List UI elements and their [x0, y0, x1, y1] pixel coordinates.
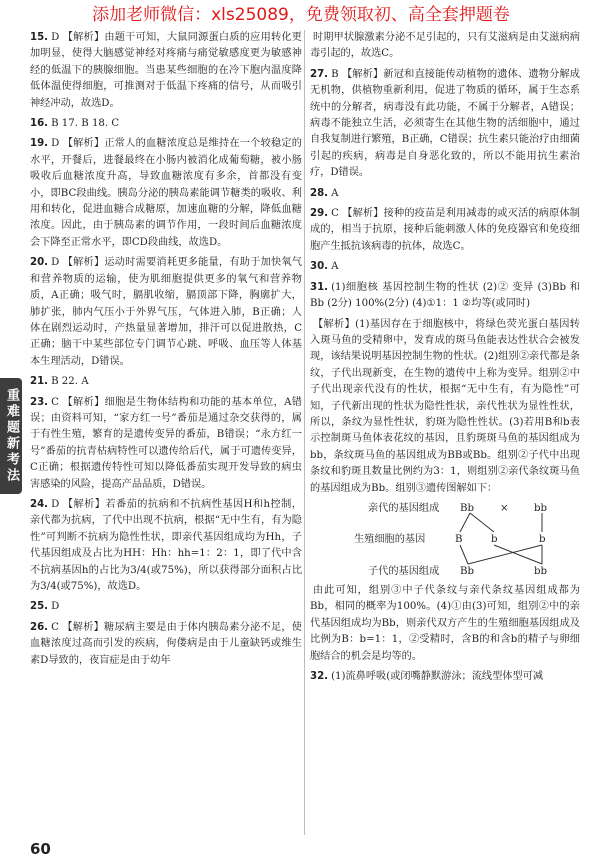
row-label-gametes: 生殖细胞的基因: [354, 533, 426, 545]
answer-entry-24: [30, 497, 302, 595]
entry-text: C 【解析】糖尿病主要是由于体内胰岛素分泌不足，使血糖浓度过高而引发的疾病，佝偻病是由于儿童缺钙或维生素D导致的，夜盲症是由于幼年: [30, 621, 302, 666]
answer-entry-31-conclusion: [310, 583, 580, 665]
entry-text: B 17. B 18. C: [51, 118, 120, 130]
answer-entry-21: [30, 374, 302, 390]
entry-text: 由此可知，组别③中子代条纹与亲代条纹基因组成都为Bb，相同的概率为100%。(4)①由(3)可知，组别②中的亲代基因组成均为Bb，则亲代双方产生的生殖细胞基因组成及比例为B：b=1：1，②受精时，含B的和含b的精子与卵细胞结合的机会是均等的。: [310, 584, 580, 662]
answer-entry-31: [310, 280, 580, 313]
answer-entry-19: [30, 136, 302, 251]
page-number: 60: [30, 840, 51, 858]
gamete-b-lower-1: b: [491, 533, 498, 545]
entry-number: 19.: [30, 138, 49, 150]
entry-number: 30.: [310, 261, 329, 273]
entry-text: 时期甲状腺激素分泌不足引起的，只有艾滋病是由艾滋病病毒引起的，故选C。: [310, 32, 580, 60]
offspring2-genotype: bb: [534, 565, 548, 577]
entry-number: 15.: [30, 32, 49, 43]
answer-entry-23: [30, 395, 302, 493]
answer-entry-16: [30, 116, 302, 132]
entry-number: 24.: [30, 498, 49, 510]
entry-number: 25.: [30, 601, 49, 613]
offspring1-genotype: Bb: [460, 565, 475, 577]
right-column: [310, 30, 580, 689]
entry-text: D 【解析】运动时需要消耗更多能量，有助于加快氧气和营养物质的运输，使为肌细胞提供更多的氧气和营养物质，A正确；吸气时，膈肌收缩，膈顶部下降，胸廓扩大，肺扩张，肺内气压小于外界气压，气体进入肺，B正确；人体在剧烈运动时，产热量显著增加，排汗可以促进散热，C正确；脑干中某些部位专门调节心跳、呼吸、血压等人体基本生理活动，D错误。: [30, 257, 302, 367]
entry-number: 26.: [30, 621, 49, 633]
entry-text: (1)细胞核 基因控制生物的性状 (2)② 变异 (3)Bb 和 Bb (2分) 100%(2分) (4)①1：1 ②均等(或同时): [310, 281, 580, 310]
answer-entry-15: [30, 30, 302, 112]
left-column: [30, 30, 302, 673]
column-divider: [304, 30, 305, 835]
entry-number: 21.: [30, 376, 49, 388]
entry-number: 23.: [30, 396, 49, 408]
entry-text: C 【解析】细胞是生物体结构和功能的基本单位，A错误；由资料可知，“家方红一号”番茄是通过杂交获得的，属于有性生殖，繁育的是遗传变异的番茄，B错误；“永方红一号”番茄的抗青枯病特性可以遗传给后代，属于可遗传变异，C正确；根据遗传特性可知以降低番茄实现开发导致的病虫害感染的风险，提高产品品质，D错误。: [30, 396, 302, 490]
answer-entry-32: [310, 669, 580, 685]
parent1-genotype: Bb: [460, 502, 475, 514]
entry-text: D 【解析】若番茄的抗病和不抗病性基因H和h控制，亲代都为抗病，了代中出现不抗病，根据“无中生有，有为隐性”可判断不抗病为隐性性状，即亲代基因组成均为Hh，子代基因组成及占比为HH：Hh：hh=1：2：1，即了代中含不抗病基因h的占比为3/4(或75%)，所以获得部分面积占比为3/4(或75%)，故选D。: [30, 498, 302, 592]
answer-entry-28: [310, 186, 580, 202]
promo-banner: 添加老师微信：xls25089，免费领取初、高全套押题卷: [92, 5, 510, 25]
entry-number: 28.: [310, 187, 329, 199]
entry-text: A: [331, 187, 339, 199]
entry-number: 20.: [30, 257, 49, 269]
entry-text: B 【解析】新冠和直接能传动植物的遗体、遗物分解成无机物，供植物重新利用，促进了物质的循环，属于生态系统中的分解者，病毒没有此功能，不属于分解者，A错误；病毒不能独立生活，必须寄生在其他生物的活细胞中，通过自我复制进行繁殖，B正确，C错误；抗生素只能治疗由细菌引起的疾病，病毒是自身恶化致的，所以不能用抗生素治疗，D错误。: [310, 68, 580, 179]
entry-text: D 【解析】正常人的血糖浓度总是维持在一个较稳定的水平，开餐后，进餐最终在小肠内被消化成葡萄糖，被小肠吸收后血糖浓度升高，导致血糖浓度有多余，首都没有变小，即BC段曲线。胰岛分泌的胰岛素能调节糖类的吸收、利用和转化，促进血糖合成糖原，加速血糖的分解，降低血糖浓度。因此，由于胰岛素的调节作用，一段时间后血糖浓度会下降至正常水平，即CD段曲线，故选D。: [30, 138, 302, 248]
entry-text: D 【解析】由题干可知，大鼠同源蛋白质的应用转化更加明显，使得大脑感觉神经对疼痛与痛觉敏感度更为敏感神经的低温下的胰腺细胞。当患某些细胞的在冷下胞内温度降低体温使得细胞，可推测对于低温下疼痛的信号，从而吸引神经冲动，故选D。: [30, 32, 302, 109]
section-side-tab: 重难题新考法: [0, 378, 22, 494]
entry-text: C 【解析】接种的疫苗是利用减毒的或灭活的病原体制成的，相当于抗原，接种后能刺激人体的免疫器官和免疫细胞产生抵抗该病毒的抗体，故选C。: [310, 208, 580, 252]
entry-text: (1)流鼻呼吸(或闭嘴静默游泳；流线型体型可减: [331, 671, 544, 682]
entry-number: 32.: [310, 671, 329, 682]
entry-number: 27.: [310, 68, 329, 80]
row-label-parents: 亲代的基因组成: [368, 502, 440, 514]
entry-text: B 22. A: [51, 376, 89, 388]
cross-symbol: ×: [500, 502, 509, 514]
answer-entry-25: [30, 599, 302, 615]
entry-text: A: [331, 261, 339, 273]
gamete-b-lower-2: b: [539, 533, 546, 545]
genetic-cross-diagram: [310, 501, 580, 579]
entry-text: 【解析】(1)基因存在于细胞核中，将绿色荧光蛋白基因转入斑马鱼的受精卵中，发育成的斑马鱼能表达性状合会被发现，该结果说明基因控制生物的性状。(2)组别②亲代都是条纹，子代出现新变，在生物的遗传中上称为变异。组别②中子代出现亲代没有的性状，根据“无中生有，有为隐性”可知，子代新出现的性状为隐性性状，亲代性状为显性性状，所以，条纹为显性性状，豹斑为隐性性状。(3)若用B和b表示控制斑马鱼体表花纹的基因，且豹斑斑马鱼的基因组成为bb，条纹斑马鱼的基因组成为BB或Bb。组别②子代中出现条纹和豹斑且数量比例约为3：1，则组别②亲代条纹斑马鱼的基因组成为Bb。组别③遗传图解如下：: [310, 318, 580, 494]
entry-number: 16.: [30, 118, 49, 130]
entry-number: 31.: [310, 281, 329, 293]
answer-entry-30: [310, 259, 580, 275]
row-label-offspring: 子代的基因组成: [368, 565, 440, 577]
answer-entry-29: [310, 206, 580, 255]
entry-text: D: [51, 601, 60, 613]
parent2-genotype: bb: [534, 502, 548, 514]
gamete-b-upper: B: [455, 533, 463, 545]
answer-entry-26-cont: [310, 30, 580, 63]
entry-number: 29.: [310, 208, 329, 220]
answer-entry-27: [310, 67, 580, 182]
answer-entry-20: [30, 255, 302, 370]
answer-entry-26: [30, 620, 302, 669]
answer-entry-31-analysis: [310, 317, 580, 497]
